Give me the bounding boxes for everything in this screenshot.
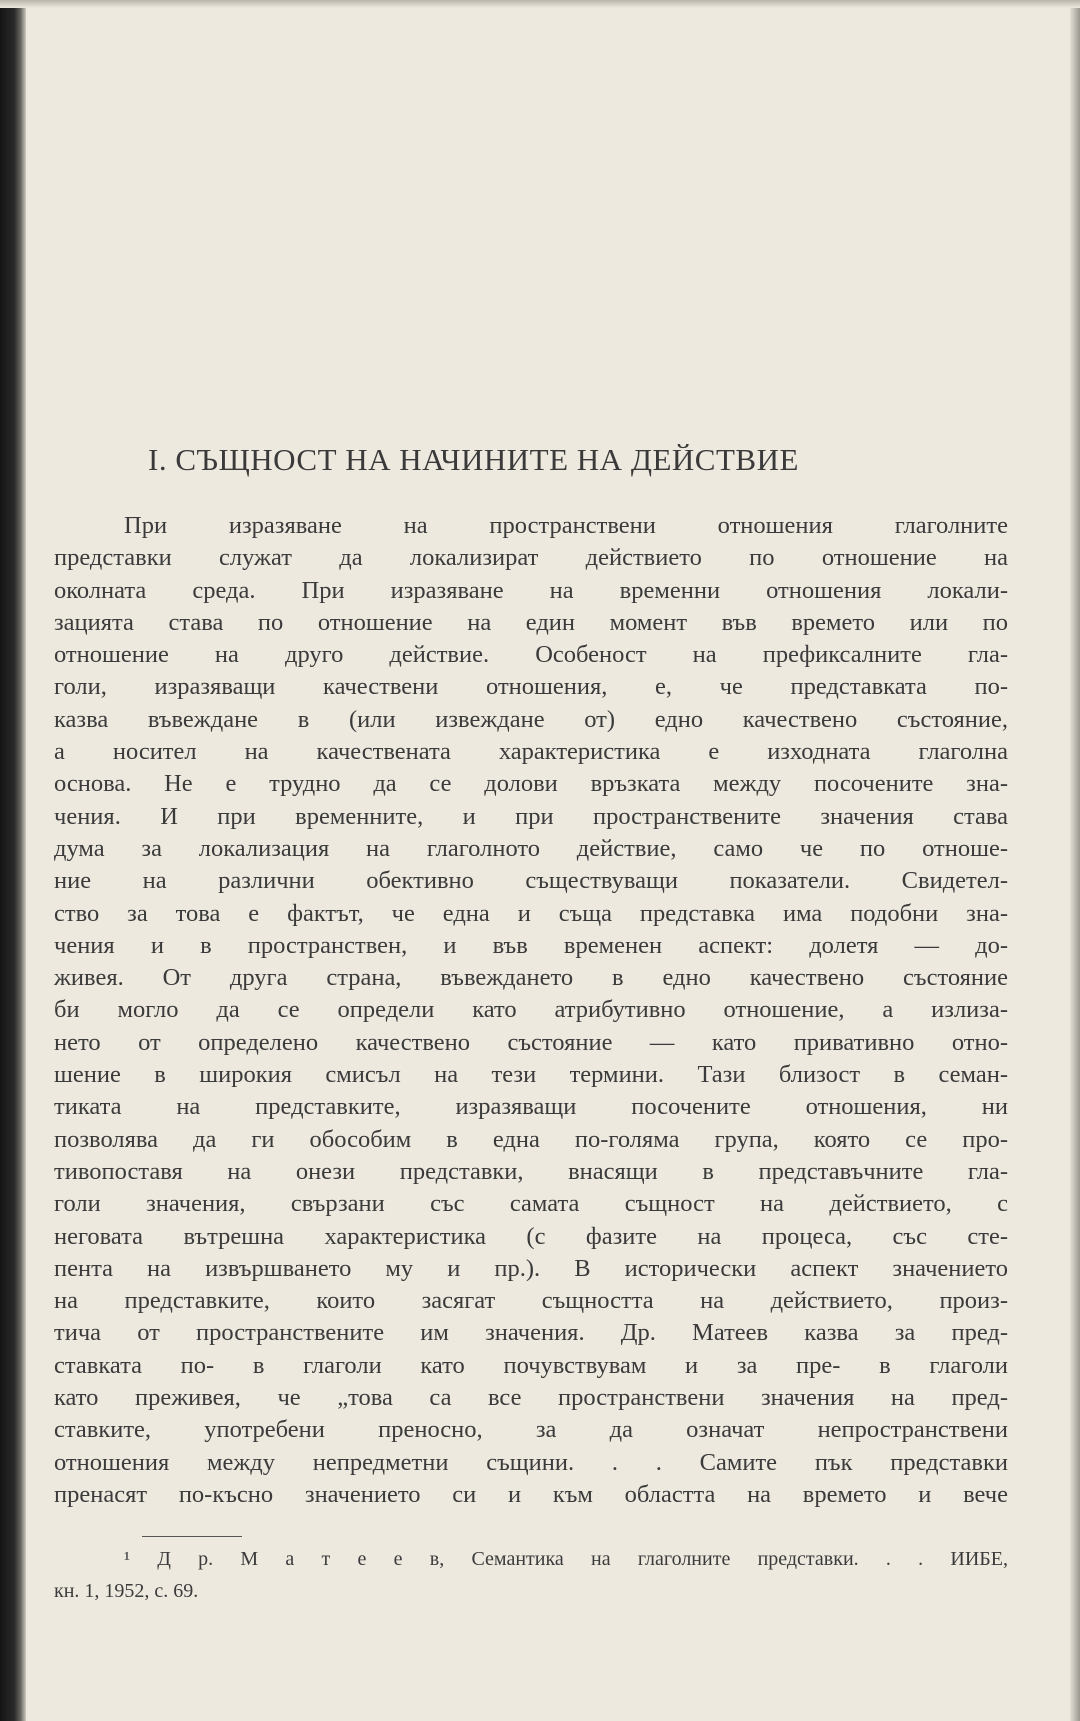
body-line: пренасят по-късно значението си и към областта на времето и вече (54, 1480, 1008, 1508)
body-line: отношение на друго действие. Особеност на префиксалните гла- (54, 641, 1008, 669)
body-line: на представките, които засягат същността на действието, произ- (54, 1287, 1008, 1315)
page-edge-shadow (1070, 0, 1080, 1721)
body-line: ство за това е фактът, че една и съща представка има подобни зна- (54, 899, 1008, 927)
body-line: шение в широкия смисъл на тези термини. Тази близост в семан- (54, 1061, 1008, 1089)
body-line: ставките, употребени преносно, за да означат непространствени (54, 1416, 1008, 1444)
body-line: При изразяване на пространствени отношения глаголните (124, 512, 1008, 539)
footnote (54, 1543, 1008, 1607)
body-line: тича от пространствените им значения. Др. Матеев казва за пред- (54, 1319, 1008, 1347)
footnote-line: кн. 1, 1952, с. 69. (54, 1580, 199, 1602)
body-line: голи, изразяващи качествени отношения, е, че представката по- (54, 673, 1008, 701)
body-line: нето от определено качествено състояние — като привативно отно- (54, 1028, 1008, 1056)
body-line: живея. От друга страна, въвеждането в едно качествено състояние (54, 964, 1008, 992)
body-line: ставката по- в глаголи като почувствувам и за пре- в глаголи (54, 1351, 1008, 1379)
body-line: основа. Не е трудно да се долови връзката между посочените зна- (54, 770, 1008, 798)
body-line: казва въвеждане в (или извеждане от) едно качествено състояние, (54, 705, 1008, 733)
body-line: голи значения, свързани със самата същност на действието, с (54, 1190, 1008, 1218)
body-line: тивопоставя на онези представки, внасящи в представъчните гла- (54, 1157, 1008, 1185)
footnote-divider (142, 1536, 242, 1537)
body-line: отношения между непредметни същини. . . Самите пък представки (54, 1448, 1008, 1476)
body-line: позволява да ги обособим в една по-голяма група, която се про- (54, 1125, 1008, 1153)
body-line: би могло да се определи като атрибутивно отношение, а излиза- (54, 996, 1008, 1024)
body-line: чения. И при временните, и при пространствените значения става (54, 802, 1008, 830)
body-line: околната среда. При изразяване на временни отношения локали- (54, 576, 1008, 604)
body-line: ние на различни обективно съществуващи показатели. Свидетел- (54, 867, 1008, 895)
body-line: пента на извършването му и пр.). В исторически аспект значението (54, 1254, 1008, 1282)
body-line: представки служат да локализират действието по отношение на (54, 544, 1008, 572)
body-line: тиката на представките, изразяващи посочените отношения, ни (54, 1093, 1008, 1121)
page-content (28, 0, 1070, 1721)
footnote-line: ¹ Д р. М а т е е в, Семантика на глаголните представки. . . ИИБЕ, (124, 1548, 1008, 1570)
body-paragraph (54, 510, 1008, 1511)
body-line: като преживея, че „това са все пространствени значения на пред- (54, 1384, 1008, 1412)
body-line: неговата вътрешна характеристика (с фазите на процеса, със сте- (54, 1222, 1008, 1250)
body-line: чения и в пространствен, и във временен аспект: долетя — до- (54, 931, 1008, 959)
body-line: зацията става по отношение на един момент във времето или по (54, 608, 1008, 636)
body-line: а носител на качествената характеристика е изходната глаголна (54, 738, 1008, 766)
body-line: дума за локализация на глаголното действие, само че по отноше- (54, 834, 1008, 862)
chapter-heading: I. СЪЩНОСТ НА НАЧИНИТЕ НА ДЕЙСТВИЕ (148, 442, 799, 477)
book-binding-shadow (0, 0, 26, 1721)
